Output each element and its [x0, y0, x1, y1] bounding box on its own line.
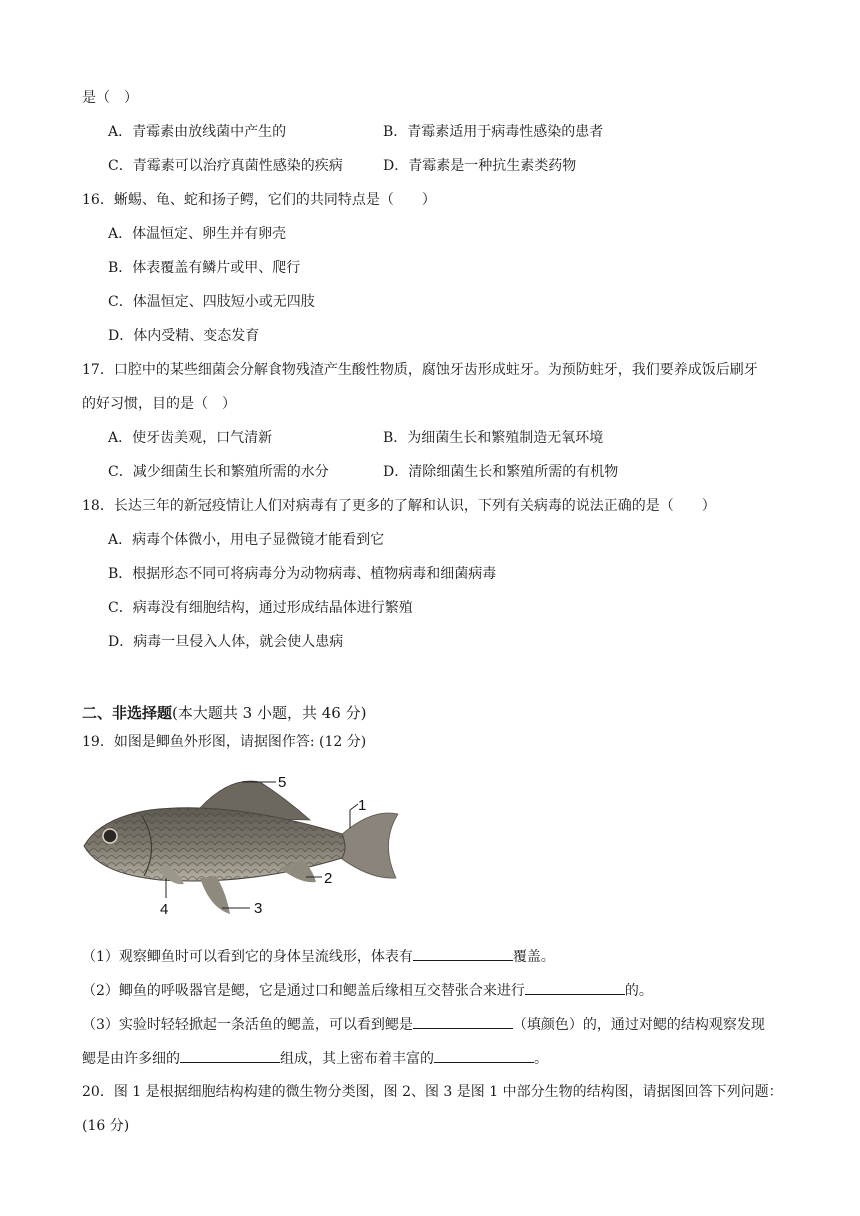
leader-line-1b [350, 804, 358, 810]
section-title-rest: (本大题共 3 小题，共 46 分) [172, 704, 367, 722]
q19-blank-4[interactable] [180, 1048, 280, 1063]
q19-sub3-text-b: （填颜色）的，通过对鳃的结构观察发现 [512, 1017, 765, 1033]
q19-sub3-line1 [82, 1014, 765, 1035]
q15-tail: 是（ ） [82, 90, 138, 106]
fish-label-1: 1 [358, 797, 367, 814]
q19-blank-3[interactable] [413, 1014, 513, 1029]
q16-option-a: A．体温恒定、卵生并有卵壳 [108, 226, 287, 242]
section-title-bold: 二、非选择题 [82, 704, 173, 722]
q19-blank-1[interactable] [413, 946, 513, 961]
q15-option-d: D．青霉素是一种抗生素类药物 [383, 158, 577, 174]
crucian-carp-figure [80, 768, 410, 918]
q19-sub1-text-b: 覆盖。 [512, 949, 555, 965]
q19-sub2-text-b: 的。 [624, 983, 653, 999]
q19-stem: 19．如图是鲫鱼外形图，请据图作答: (12 分) [82, 734, 367, 750]
section-heading [82, 702, 366, 724]
q20-stem-line2: (16 分) [82, 1118, 130, 1134]
q17-stem-line2: 的好习惯，目的是（ ） [82, 396, 236, 412]
q17-option-d: D．清除细菌生长和繁殖所需的有机物 [383, 464, 619, 480]
q19-sub2 [82, 980, 653, 1001]
q18-option-b: B．根据形态不同可将病毒分为动物病毒、植物病毒和细菌病毒 [108, 566, 497, 582]
q15-option-b: B．青霉素适用于病毒性感染的患者 [383, 124, 604, 140]
q18-option-a: A．病毒个体微小，用电子显微镜才能看到它 [108, 532, 385, 548]
tail-fin [338, 813, 398, 878]
q16-option-c: C．体温恒定、四肢短小或无四肢 [108, 294, 315, 310]
q19-sub1 [82, 946, 555, 967]
q17-option-c: C．减少细菌生长和繁殖所需的水分 [108, 464, 329, 480]
q15-option-a: A．青霉素由放线菌中产生的 [108, 124, 287, 140]
q18-option-d: D．病毒一旦侵入人体，就会使人患病 [108, 634, 344, 650]
q18-option-c: C．病毒没有细胞结构，通过形成结晶体进行繁殖 [108, 600, 413, 616]
q19-sub3-text-a: （3）实验时轻轻掀起一条活鱼的鳃盖，可以看到鳃是 [82, 1017, 413, 1033]
q19-sub3-line2 [82, 1048, 548, 1069]
q18-stem: 18．长达三年的新冠疫情让人们对病毒有了更多的了解和认识，下列有关病毒的说法正确的是（ ） [82, 498, 716, 514]
fish-label-2: 2 [324, 870, 333, 887]
q19-sub3-text-c: 鳃是由许多细的 [82, 1051, 180, 1067]
fish-label-5: 5 [278, 774, 287, 791]
q16-stem: 16．蜥蜴、龟、蛇和扬子鳄，它们的共同特点是（ ） [82, 192, 436, 208]
q19-sub1-text-a: （1）观察鲫鱼时可以看到它的身体呈流线形，体表有 [82, 949, 413, 965]
fish-eye [103, 829, 117, 843]
q17-option-a: A．使牙齿美观，口气清新 [108, 430, 273, 446]
q17-stem-line1: 17．口腔中的某些细菌会分解食物残渣产生酸性物质，腐蚀牙齿形成蛀牙。为预防蛀牙，我们要养成饭后刷牙 [82, 362, 758, 378]
fish-label-4: 4 [160, 901, 169, 918]
q19-sub3-text-e: 。 [534, 1051, 548, 1067]
q17-option-b: B．为细菌生长和繁殖制造无氧环境 [383, 430, 604, 446]
q16-option-d: D．体内受精、变态发育 [108, 328, 260, 344]
q19-sub2-text-a: （2）鲫鱼的呼吸器官是鳃，它是通过口和鳃盖后缘相互交替张合来进行 [82, 983, 525, 999]
q16-option-b: B．体表覆盖有鳞片或甲、爬行 [108, 260, 301, 276]
fish-label-3: 3 [254, 900, 263, 917]
q15-option-c: C．青霉素可以治疗真菌性感染的疾病 [108, 158, 343, 174]
q19-blank-5[interactable] [434, 1048, 534, 1063]
q20-stem-line1: 20．图 1 是根据细胞结构构建的微生物分类图，图 2、图 3 是图 1 中部分生物的结构图，请据图回答下列问题： [82, 1084, 783, 1100]
q19-sub3-text-d: 组成，其上密布着丰富的 [280, 1051, 434, 1067]
q19-blank-2[interactable] [525, 980, 625, 995]
